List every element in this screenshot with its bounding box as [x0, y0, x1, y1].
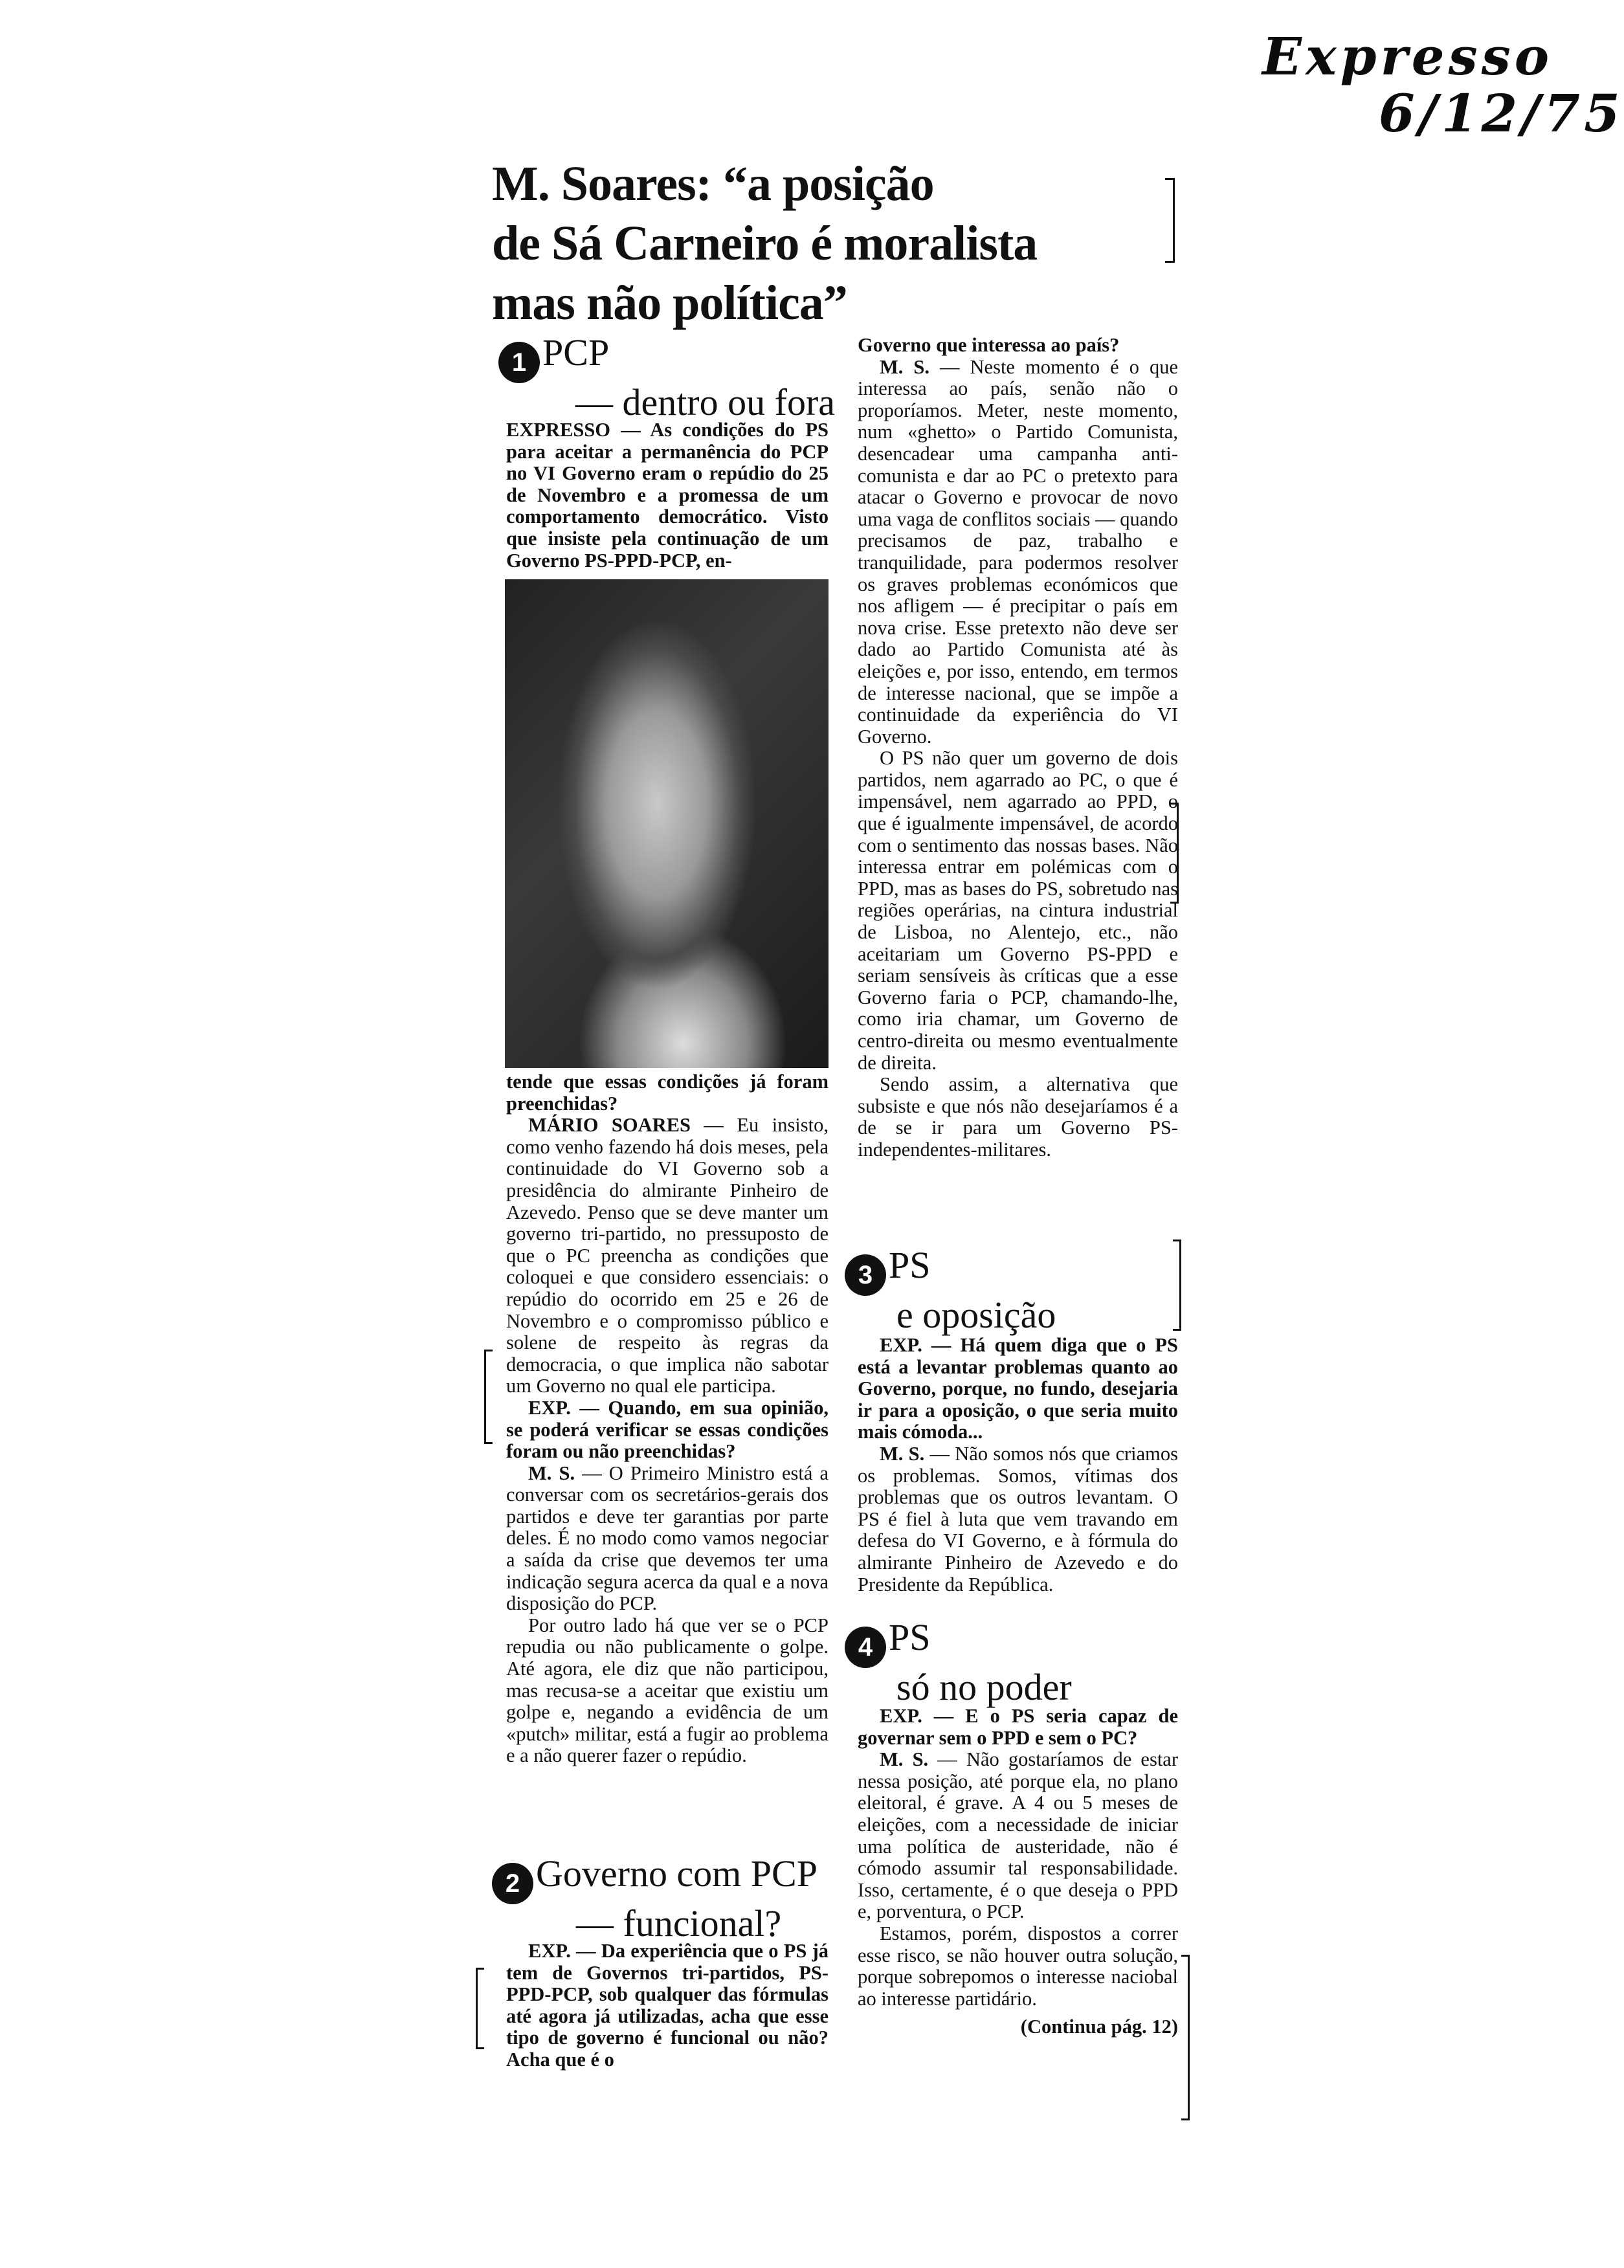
section-subtitle: — dentro ou fora — [575, 381, 835, 424]
headline — [492, 154, 1204, 333]
section-1-heading — [498, 333, 835, 422]
section-subtitle: — funcional? — [576, 1902, 782, 1945]
question-paragraph: EXP. — Há quem diga que o PS está a levantar problemas quanto ao Governo, porque, no fundo, desejaria ir para a oposição, o que seria muito mais cómoda... — [858, 1334, 1178, 1443]
speaker-label: M. S. — [880, 355, 930, 378]
headline-line-1: M. Soares: “a posição — [492, 157, 934, 211]
answer-paragraph: — Não gostaríamos de estar nessa posição, até porque ela, no plano eleitoral, é grave. A 4 ou 5 meses de eleições, com a necessidade de iniciar uma política de austeridade, não é cómodo assumir tal responsabilidade. Isso, certamente, é o que deseja o PPD e, porventura, o PCP. — [858, 1748, 1178, 1923]
section-subtitle: e oposição — [896, 1294, 1056, 1337]
answer-paragraph: Sendo assim, a alternativa que subsiste e que nós não desejaríamos é a de se ir para um Governo PS-independentes-militares. — [858, 1073, 1178, 1161]
margin-bracket — [476, 1968, 484, 2049]
question-continued: Governo que interessa ao país? — [858, 334, 1120, 356]
margin-bracket — [1181, 1955, 1190, 2120]
speaker-label: M. S. — [880, 1748, 929, 1771]
handwritten-source-note — [1262, 26, 1624, 144]
answer-paragraph: — O Primeiro Ministro está a conversar com os secretários-gerais dos partidos e deve ter garantias por parte deles. É no modo como vamos negociar a saída da crise que devemos ter uma indicação segura acerca da qual e a nova disposição do PCP. — [506, 1462, 829, 1615]
section-number-badge: 1 — [498, 342, 540, 383]
answer-paragraph: Por outro lado há que ver se o PCP repudia ou não publicamente o golpe. Até agora, ele diz que não participou, mas recusa-se a aceitar que existiu um golpe e, negando a evidência de um «putch» militar, está a fugir ao problema e a não querer fazer o repúdio. — [506, 1614, 829, 1767]
column-2-text-c — [858, 1706, 1178, 2038]
handwritten-publication: Expresso — [1262, 26, 1553, 87]
headline-line-3: mas não política” — [492, 276, 847, 330]
headline-line-2: de Sá Carneiro é moralista — [492, 216, 1038, 271]
margin-bracket — [484, 1350, 493, 1444]
answer-paragraph: — Não somos nós que criamos os problemas. Somos, vítimas dos problemas que os outros levantam. O PS é fiel à luta que vem travando em defesa do VI Governo, e à fórmula do almirante Pinheiro de Azevedo e do Presidente da República. — [858, 1442, 1179, 1595]
column-1-text — [506, 1071, 829, 1767]
section-number-badge: 3 — [845, 1254, 886, 1296]
section-title: PCP — [542, 331, 610, 373]
section-title: PS — [889, 1244, 931, 1286]
question-paragraph: EXP. — Quando, em sua opinião, se poderá verificar se essas condições foram ou não preenchidas? — [506, 1396, 829, 1463]
answer-paragraph: Estamos, porém, dispostos a correr esse risco, se não houver outra solução, porque sobrepomos o interesse naciobal ao interesse partidário. — [858, 1922, 1178, 2010]
portrait-photo — [505, 579, 829, 1068]
section-title: PS — [889, 1616, 931, 1658]
margin-bracket — [1170, 803, 1179, 904]
column-2-text-b — [858, 1335, 1178, 1595]
intro-question: EXPRESSO — As condições do PS para aceitar a permanência do PCP no VI Governo eram o repúdio do 25 de Novembro e a promessa de um comportamento democrático. Visto que insiste pela continuação de um Governo PS-PPD-PCP, en- — [506, 419, 829, 572]
handwritten-date: 6/12/75 — [1379, 83, 1624, 144]
column-2-text — [858, 335, 1178, 1161]
speaker-label: MÁRIO SOARES — [528, 1114, 691, 1137]
margin-bracket — [1173, 1240, 1181, 1331]
section-2-heading — [492, 1854, 841, 1943]
intro-question-continued: tende que essas condições já foram preenchidas? — [506, 1071, 829, 1115]
section-3-heading — [845, 1246, 1181, 1335]
answer-paragraph: — Neste momento é o que interessa ao país, senão não o proporíamos. Meter, neste momento, num «ghetto» o Partido Comunista, desencadear uma campanha anti-comunista e dar ao PC o pretexto para atacar o Governo e provocar de novo uma vaga de conflitos sociais — quando precisamos de paz, trabalho e tranquilidade, para podermos resolver os graves problemas económicos que nos afligem — é precipitar o país em nova crise. Esse pretexto não deve ser dado ao Partido Comunista até às eleições e, por isso, entendo, em termos de interesse nacional, que se impõe a continuidade da experiência do VI Governo. — [858, 355, 1179, 748]
section-title: Governo com PCP — [536, 1852, 818, 1895]
section-4-heading — [845, 1618, 1181, 1707]
answer-paragraph: O PS não quer um governo de dois partidos, nem agarrado ao PC, o que é impensável, nem agarrado ao PPD, o que é igualmente impensável, de acordo com o sentimento das nossas bases. Não interessa entrar em polémicas com o PPD, mas as bases do PS, sobretudo nas regiões operárias, na cintura industrial de Lisboa, no Alentejo, etc., não aceitariam um Governo PS-PPD e seriam sensíveis às críticas que a esse Governo faria o PCP, chamando-lhe, como iria chamar, um Governo de centro-direita ou mesmo eventualmente de direita. — [858, 747, 1178, 1074]
section-number-badge: 2 — [492, 1863, 533, 1904]
section-number-badge: 4 — [845, 1627, 886, 1668]
question-paragraph: EXP. — Da experiência que o PS já tem de Governos tri-partidos, PS-PPD-PCP, sob qualquer das fórmulas até agora já utilizadas, acha que esse tipo de governo é funcional ou não? Acha que é o — [506, 1940, 829, 2071]
question-paragraph: EXP. — E o PS seria capaz de governar sem o PPD e sem o PC? — [858, 1705, 1178, 1749]
continued-on-page: (Continua pág. 12) — [1020, 2016, 1178, 2038]
answer-paragraph: — Eu insisto, como venho fazendo há dois meses, pela continuidade do VI Governo sob a presidência do almirante Pinheiro de Azevedo. Penso que se deve manter um governo tri-partido, no pressuposto de que o PC preencha as condições que coloquei e que considero essenciais: o repúdio do ocorrido em 25 e 26 de Novembro e o compromisso público e solene de respeito às regras da democracia, o que implica não sabotar um Governo no qual ele participa. — [506, 1114, 829, 1397]
section-subtitle: só no poder — [896, 1666, 1072, 1709]
margin-bracket — [1165, 178, 1175, 263]
speaker-label: M. S. — [880, 1442, 925, 1465]
speaker-label: M. S. — [528, 1462, 575, 1484]
